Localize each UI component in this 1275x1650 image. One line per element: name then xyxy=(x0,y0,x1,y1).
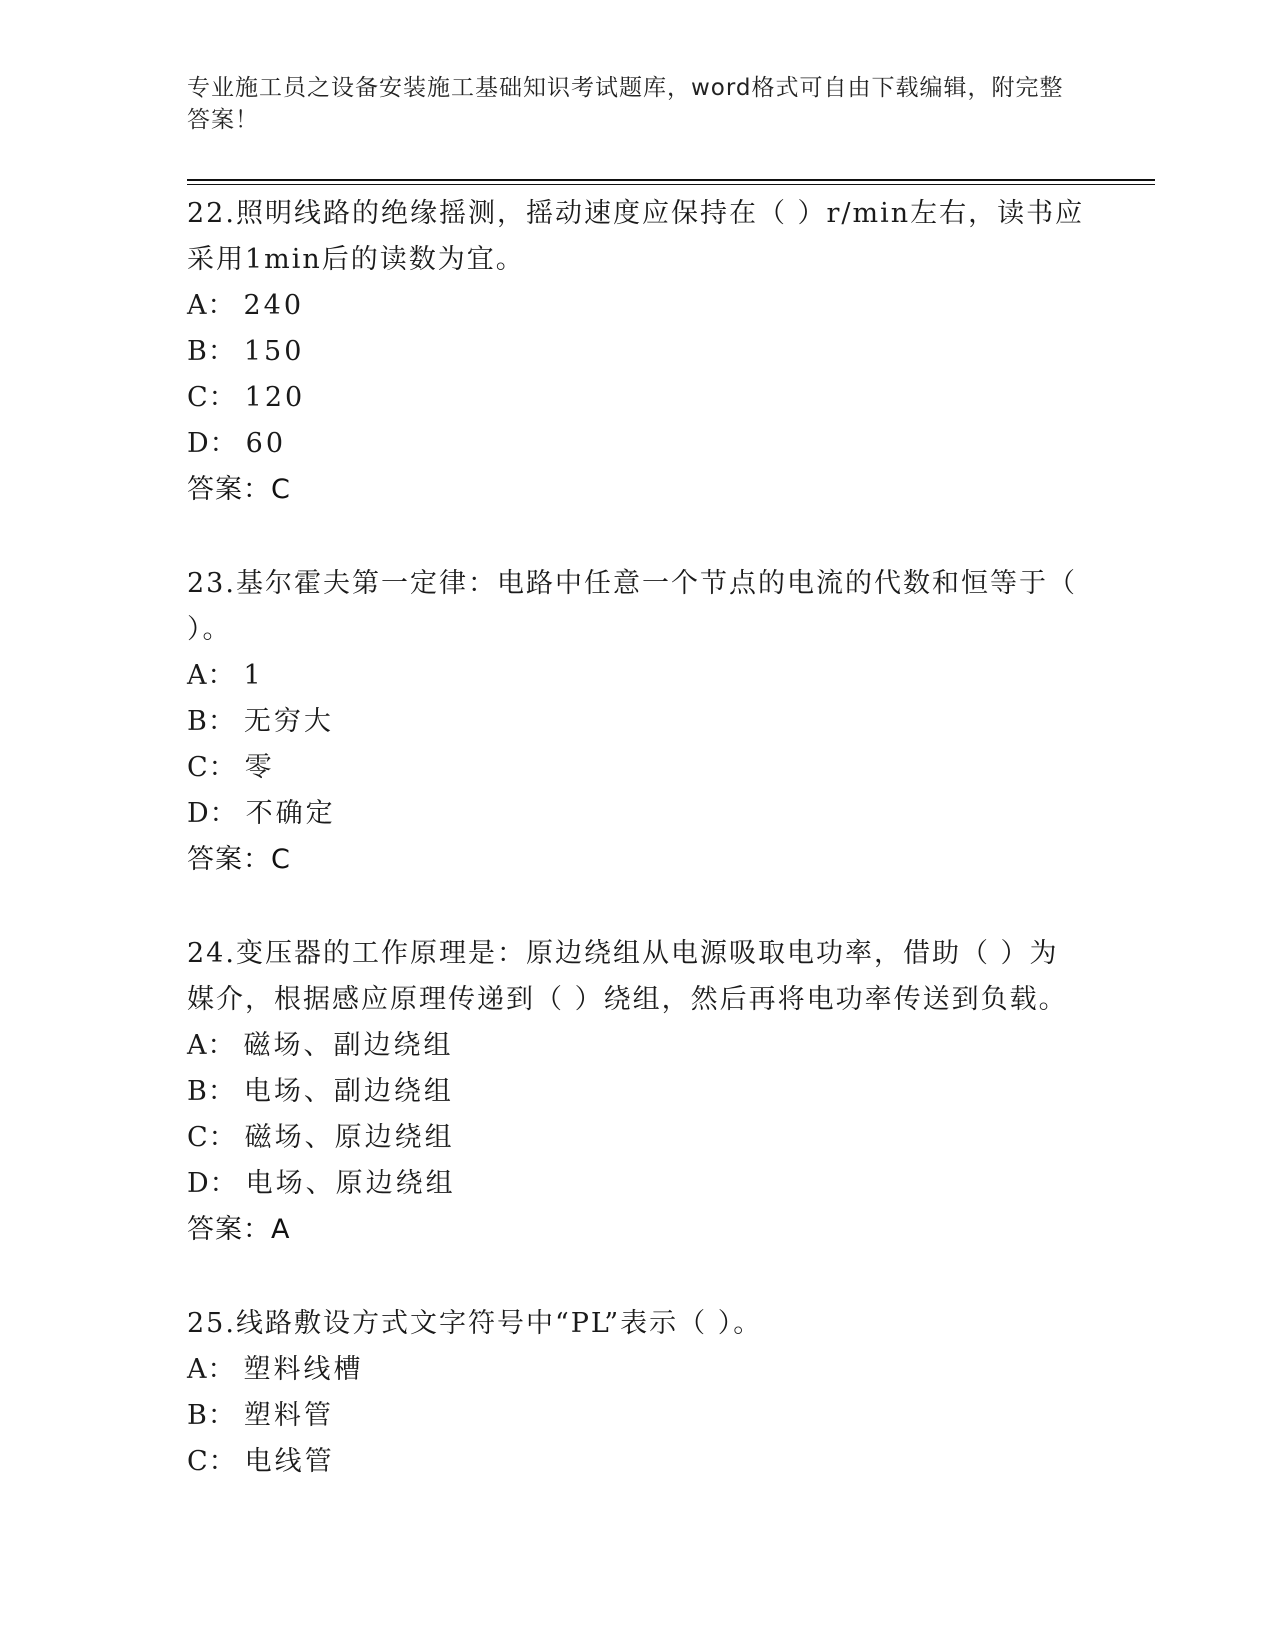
option-d xyxy=(187,791,1087,837)
option-value: 塑料管 xyxy=(243,1400,334,1431)
option-value: 不确定 xyxy=(245,798,336,829)
option-key: D： xyxy=(187,798,238,829)
option-value: 1 xyxy=(243,660,264,691)
option-key: A： xyxy=(187,290,236,321)
header-divider-thick xyxy=(187,179,1155,181)
question-24 xyxy=(187,927,1087,1253)
option-a xyxy=(187,653,1087,699)
option-value: 磁场、原边绕组 xyxy=(244,1122,455,1153)
option-key: B： xyxy=(187,706,236,737)
option-value: 60 xyxy=(245,428,287,459)
option-key: A： xyxy=(187,660,236,691)
question-22 xyxy=(187,187,1087,513)
option-key: C： xyxy=(187,1446,237,1477)
option-b xyxy=(187,1069,1087,1115)
answer-line: 答案：C xyxy=(187,844,291,875)
option-key: A： xyxy=(187,1030,236,1061)
option-b xyxy=(187,1393,1087,1439)
option-key: C： xyxy=(187,382,237,413)
option-key: D： xyxy=(187,428,238,459)
option-c xyxy=(187,745,1087,791)
option-c xyxy=(187,1439,1087,1485)
option-b xyxy=(187,699,1087,745)
header-divider-thin xyxy=(187,184,1155,185)
question-text: 22.照明线路的绝缘摇测，摇动速度应保持在（ ）r/min左右，读书应采用1min后的读数为宜。 xyxy=(187,198,1085,275)
option-a xyxy=(187,283,1087,329)
question-23 xyxy=(187,557,1087,883)
document-header: 专业施工员之设备安装施工基础知识考试题库，word格式可自由下载编辑，附完整答案！ xyxy=(187,75,1064,133)
option-c xyxy=(187,1115,1087,1161)
option-value: 塑料线槽 xyxy=(243,1354,364,1385)
answer-line: 答案：C xyxy=(187,474,291,505)
question-text: 23.基尔霍夫第一定律：电路中任意一个节点的电流的代数和恒等于（ ）。 xyxy=(187,568,1077,645)
option-a xyxy=(187,1023,1087,1069)
option-d xyxy=(187,1161,1087,1207)
option-value: 240 xyxy=(243,290,305,321)
option-value: 磁场、副边绕组 xyxy=(243,1030,454,1061)
option-key: B： xyxy=(187,1400,236,1431)
option-value: 零 xyxy=(244,752,275,783)
option-value: 电场、原边绕组 xyxy=(245,1168,456,1199)
option-value: 120 xyxy=(244,382,306,413)
question-list xyxy=(187,187,1087,1529)
answer-line: 答案：A xyxy=(187,1214,291,1245)
option-value: 无穷大 xyxy=(243,706,334,737)
option-key: B： xyxy=(187,1076,236,1107)
option-key: C： xyxy=(187,752,237,783)
option-key: A： xyxy=(187,1354,236,1385)
question-text: 24.变压器的工作原理是：原边绕组从电源吸取电功率，借助（ ）为媒介，根据感应原理传递到（ ）绕组，然后再将电功率传送到负载。 xyxy=(187,938,1068,1015)
question-25 xyxy=(187,1297,1087,1485)
option-key: D： xyxy=(187,1168,238,1199)
option-value: 150 xyxy=(243,336,305,367)
option-key: B： xyxy=(187,336,236,367)
option-a xyxy=(187,1347,1087,1393)
option-b xyxy=(187,329,1087,375)
question-text: 25.线路敷设方式文字符号中“PL”表示（ ）。 xyxy=(187,1308,763,1339)
option-d xyxy=(187,421,1087,467)
option-value: 电场、副边绕组 xyxy=(243,1076,454,1107)
option-c xyxy=(187,375,1087,421)
option-key: C： xyxy=(187,1122,237,1153)
option-value: 电线管 xyxy=(244,1446,335,1477)
